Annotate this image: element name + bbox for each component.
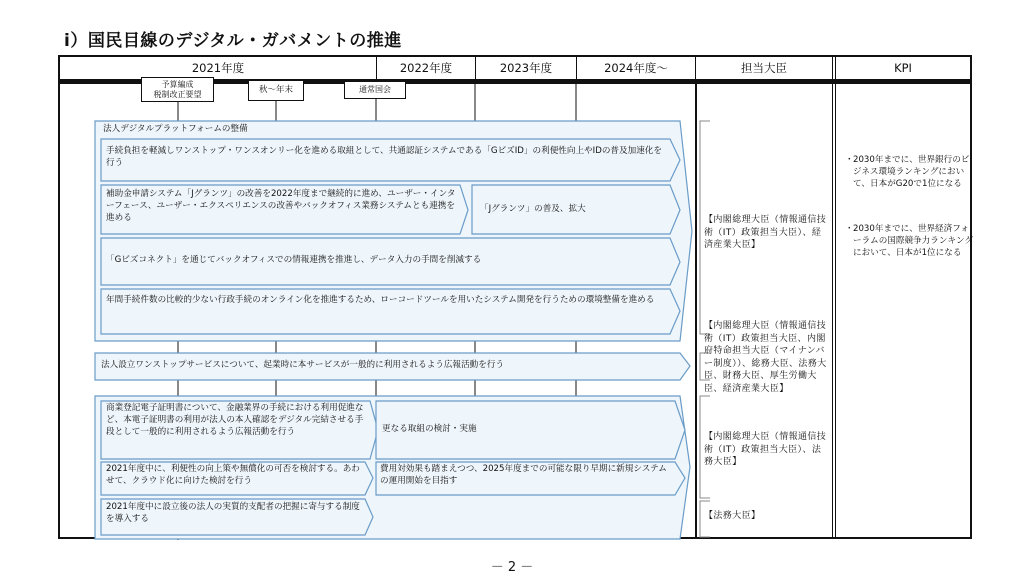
header-fy2023: 2023年度 [499, 61, 553, 75]
minister-2: 【内閣総理大臣（情報通信技術（IT）政策担当大臣、内閣府特命担当大臣（マイナンバー制度））、総務大臣、法務大臣、財務大臣、厚生労働大臣、経済産業大臣】 [704, 321, 827, 394]
header-fy2022: 2022年度 [399, 61, 453, 75]
s3-item3a-text: 2021年度中に設立後の法人の実質的支配者の把握に寄与する制度を導入する [106, 502, 360, 524]
kpi-1-text: 2030年までに、世界銀行のビジネス環境ランキングにおいて、日本がG20で1位になる [853, 155, 970, 190]
s3-item1a-text: 商業登記電子証明書について、金融業界の手続における利用促進など、本電子証明書の利用が法人の本人確認をデジタル完結させる手段として一般的に利用されるよう広報活動を行う [106, 403, 364, 437]
s1-item4-text: 年間手続件数の比較的少ない行政手続のオンライン化を推進するため、ローコードツールを用いたシステム開発を行うための環境整備を進める [106, 295, 655, 305]
kpi-1 [845, 154, 973, 191]
kpi-2 [845, 223, 973, 260]
milestone-budget [141, 77, 214, 102]
s1-item2b-text: 「Jグランツ」の普及、拡大 [480, 204, 586, 214]
minister-4: 【法務大臣】 [704, 511, 761, 521]
bullet-icon: ・ [845, 155, 854, 165]
page-number: － 2 － [490, 560, 534, 575]
s3-item2b-text: 費用対効果も踏まえつつ、2025年度までの可能な限り早期に新規システムの運用開始を目指す [380, 464, 667, 486]
minister-1: 【内閣総理大臣（情報通信技術（IT）政策担当大臣）、経済産業大臣】 [704, 215, 827, 251]
page-title: ⅰ）国民目線のデジタル・ガバメントの推進 [64, 31, 402, 51]
s3-item1b-text: 更なる取組の検討・実施 [382, 424, 477, 434]
s1-item3-text: 「Gビズコネクト」を通じてバックオフィスでの情報連携を推進し、データ入力の手間を削減する [106, 255, 482, 265]
bullet-icon: ・ [845, 224, 854, 234]
s1-item1-text: 手続負担を軽減しワンストップ・ワンスオンリー化を進める取組として、共通認証システムである「GビズID」の利便性向上やIDの普及加速化を行う [106, 146, 662, 168]
header-minister: 担当大臣 [741, 61, 787, 75]
milestone-autumn: 秋～年末 [248, 80, 304, 101]
minister-3: 【内閣総理大臣（情報通信技術（IT）政策担当大臣）、法務大臣】 [704, 432, 827, 468]
milestone-budget-line1: 予算編成 [161, 80, 194, 90]
milestone-budget-line2: 税制改正要望 [153, 89, 202, 99]
kpi-2-text: 2030年までに、世界経済フォーラムの国際競争力ランキングにおいて、日本が1位になる [853, 224, 973, 259]
s3-item2a-text: 2021年度中に、利便性の向上策や無償化の可否を検討する。あわせて、クラウド化に向けた検討を行う [106, 464, 360, 486]
s1-item2a-text: 補助金申請システム「Jグランツ」の改善を2022年度まで継続的に進め、ユーザー・インターフェース、ユーザー・エクスペリエンスの改善やバックオフィス業務システムとも連携を進める [106, 189, 456, 223]
s2-item1-text: 法人設立ワンストップサービスについて、起業時に本サービスが一般的に利用されるよう広報活動を行う [101, 360, 505, 370]
header-kpi: KPI [894, 61, 912, 75]
header-fy2024: 2024年度～ [604, 61, 668, 75]
header-fy2021: 2021年度 [191, 61, 245, 75]
milestone-diet: 通常国会 [344, 81, 406, 99]
section1-heading: 法人デジタルプラットフォームの整備 [103, 124, 248, 134]
